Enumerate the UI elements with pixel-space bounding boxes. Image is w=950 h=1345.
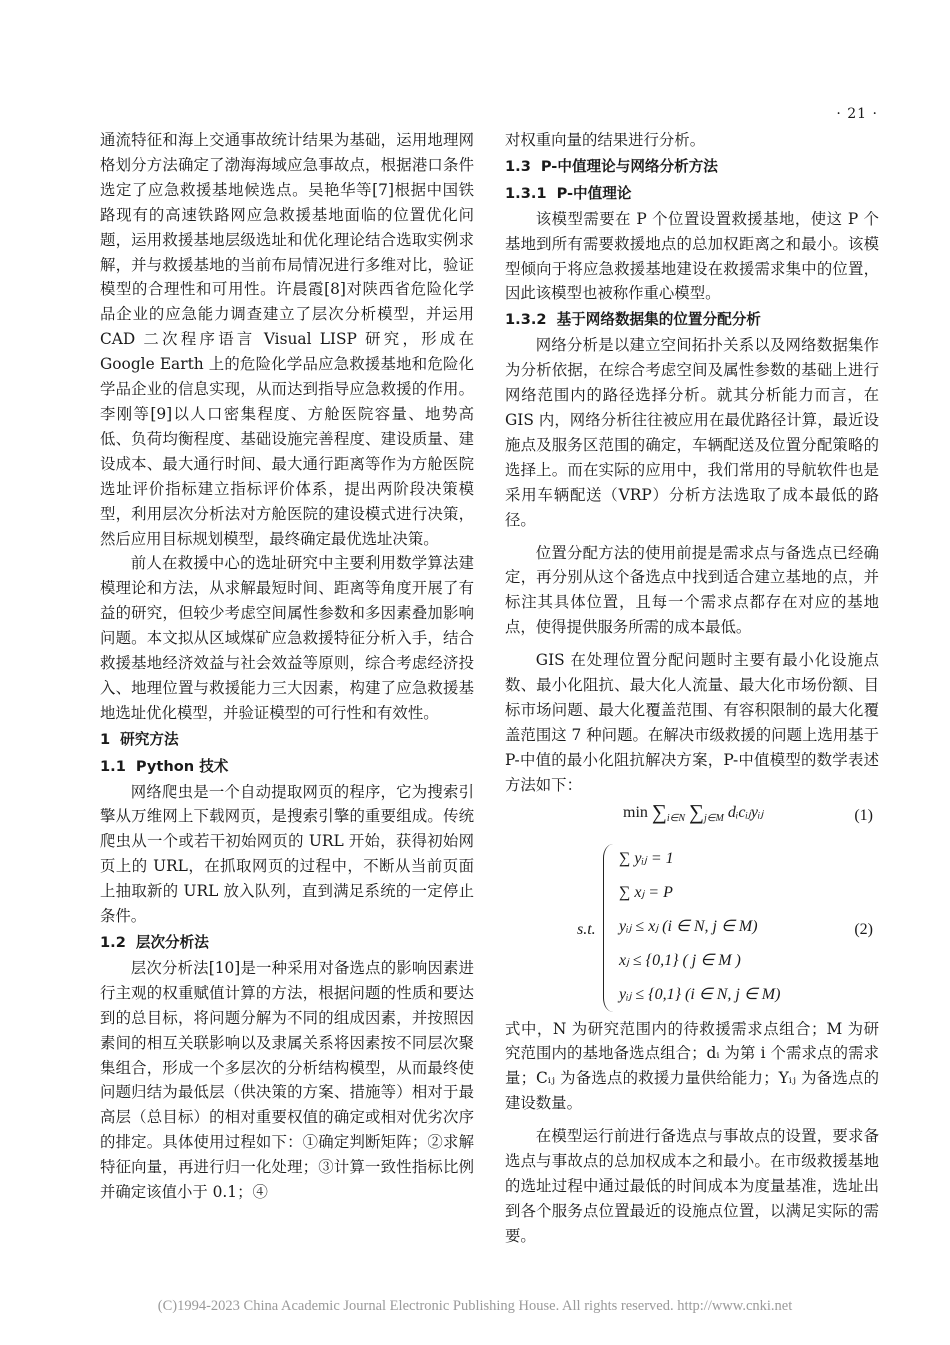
subsubsection-title: 基于网络数据集的位置分配分析: [556, 311, 761, 329]
constraint-row: yᵢⱼ ≤ {0,1} (i ∈ N, j ∈ M): [619, 985, 781, 1003]
constraint-row: ∑ yᵢⱼ = 1: [619, 849, 674, 867]
subsection-title: P-中值理论与网络分析方法: [540, 157, 718, 175]
subsubsection-heading-pmedian: [505, 182, 879, 207]
subsubsection-number: 1.3.1: [505, 184, 547, 202]
equation-1-term: dᵢcᵢⱼyᵢⱼ: [727, 803, 764, 821]
paragraph-ahp: 层次分析法[10]是一种采用对备选点的影响因素进行主观的权重赋值计算的方法，根据问题的性质和要达到的总目标，将问题分解为不同的组成因素，并按照因素间的相互关联影响以及隶属关系将因素按不同层次聚集组合，形成一个多层次的分析结构模型，从而最终使问题归结为最低层（供决策的方案、措施等）相对于最高层（总目标）的相对重要权值的确定或相对优劣次序的排定。具体使用过程如下：①确定判断矩阵；②求解特征向量，再进行归一化处理；③计算一致性指标比例并确定该值小于 0.1；④: [100, 958, 474, 1202]
subsection-heading-ahp: [100, 931, 474, 956]
equation-2-number: (2): [854, 920, 873, 938]
paragraph-model-setup: 在模型运行前进行备选点与事故点的设置，要求备选点与事故点的总加权成本之和最小。在市级救援基地的选址过程中通过最低的时间成本为度量基准，选址出到各个服务点位置最近的设施点位置，以满足实际的需要。: [505, 1127, 879, 1245]
subsection-heading-pmedian-network: [505, 155, 879, 180]
subsubsection-title: P-中值理论: [556, 184, 632, 202]
equation-1-number: (1): [854, 806, 873, 824]
equation-2: [505, 842, 879, 1017]
section-number: 1: [100, 730, 111, 748]
subsection-number: 1.2: [100, 934, 126, 951]
subsection-heading-python: [100, 755, 474, 780]
section-title: 研究方法: [120, 730, 179, 748]
constraint-row: ∑ xⱼ = P: [619, 883, 673, 901]
constraint-row: xⱼ ≤ {0,1} ( j ∈ M ): [619, 951, 741, 969]
paragraph-location-allocation: 位置分配方法的使用前提是需求点与备选点已经确定，再分别从这个备选点中找到适合建立基地的点，并标注其具体位置，且每一个需求点都存在对应的基地点，使得提供服务所需的成本最低。: [505, 543, 879, 637]
sum-index-i: i∈N: [666, 812, 686, 824]
sum-symbol: ∑: [689, 799, 705, 824]
page-number: · 21 ·: [836, 106, 878, 122]
sum-symbol: ∑: [651, 799, 667, 824]
subsubsection-heading-location-allocation: [505, 308, 879, 333]
right-column: [505, 128, 879, 1249]
constraint-row: yᵢⱼ ≤ xⱼ (i ∈ N, j ∈ M): [619, 917, 758, 935]
paragraph-gis-problems: GIS 在处理位置分配问题时主要有最小化设施点数、最小化阻抗、最大化人流量、最大化市场份额、目标市场问题、最大化覆盖范围、有容积限制的最大化覆盖范围这 7 种问题。在解决市级救援的问题上选用基于 P-中值的最小化阻抗解决方案，P-中值模型的数学表述方法如下：: [505, 651, 879, 794]
equation-1-expression: [623, 800, 763, 832]
paragraph-related-work-cont: 通流特征和海上交通事故统计结果为基础，运用地理网格划分方法确定了渤海海域应急事故点，根据港口条件选定了应急救援基地候选点。吴艳华等[7]根据中国铁路现有的高速铁路网应急救援基地面临的位置优化问题，运用救援基地层级选址和优化理论结合选取实例求解，并与救援基地的当前布局情况进行多维对比，验证模型的合理性和可用性。许晨霞[8]对陕西省危险化学品企业的应急能力调查建立了层次分析模型，并运用 CAD 二次程序语言 Visual LISP 研究，形成在 Google Earth 上的危险化学品应急救援基地和危险化学品企业的信息实现，从而达到指导应急救援的作用。李刚等[9]以人口密集程度、方舱医院容量、地势高低、负荷均衡程度、基础设施完善程度、建设质量、建设成本、最大通行时间、最大通行距离等作为方舱医院选址评价指标建立指标评价体系，提出两阶段决策模型，利用层次分析法对方舱医院的建设模式进行决策，然后应用目标规划模型，最终确定最优选址决策。: [100, 131, 474, 548]
paragraph-ahp-cont: 对权重向量的结果进行分析。: [505, 131, 706, 149]
paragraph-network-analysis: 网络分析是以建立空间拓扑关系以及网络数据集作为分析依据，在综合考虑空间及属性参数的基础上进行网络范围内的路径选择分析。就其分析能力而言，在 GIS 内，网络分析往往被应用在最优路径计算，最近设施点及服务区范围的确定，车辆配送及位置分配策略的选择上。而在实际的应用中，我们常用的导航软件也是采用车辆配送（VRP）分析方法选取了成本最低的路径。: [505, 336, 879, 529]
left-column: [100, 128, 474, 1205]
subsection-number: 1.3: [505, 157, 531, 175]
paragraph-variable-definitions: 式中，N 为研究范围内的待救援需求点组合；M 为研究范围内的基地备选点组合；dᵢ 为第 i 个需求点的需求量；Cᵢⱼ 为备选点的救援力量供给能力；Yᵢⱼ 为备选点的建设数量。: [505, 1019, 879, 1113]
section-heading-methods: [100, 728, 474, 753]
subsection-title: Python 技术: [135, 757, 229, 775]
paragraph-python: 网络爬虫是一个自动提取网页的程序，它为搜索引擎从万维网上下载网页，是搜索引擎的重要组成。传统爬虫从一个或若干初始网页的 URL 开始，获得初始网页上的 URL，在抓取网页的过程中，不断从当前页面上抽取新的 URL 放入队列，直到满足系统的一定停止条件。: [100, 782, 474, 926]
sum-index-j: j∈M: [704, 812, 724, 824]
subsubsection-number: 1.3.2: [505, 311, 547, 329]
paragraph-summary: 前人在救援中心的选址研究中主要利用数学算法建模理论和方法，从求解最短时间、距离等角度开展了有益的研究，但较少考虑空间属性参数和多因素叠加影响问题。本文拟从区域煤矿应急救援特征分析入手，结合救援基地经济效益与社会效益等原则，综合考虑经济投入、地理位置与救援能力三大因素，构建了应急救援基地选址优化模型，并验证模型的可行性和有效性。: [100, 554, 474, 722]
subsection-number: 1.1: [100, 757, 126, 775]
paragraph-pmedian: 该模型需要在 P 个位置设置救援基地，使这 P 个基地到所有需要救援地点的总加权距离之和最小。该模型倾向于将应急救援基地建设在救援需求集中的位置，因此该模型也被称作重心模型。: [505, 209, 879, 303]
copyright-footer: (C)1994-2023 China Academic Journal Electronic Publishing House. All rights reserved. http://www.cnki.net: [157, 1298, 793, 1314]
equation-1: [505, 798, 879, 842]
constraint-list: [619, 842, 780, 1012]
left-brace: [603, 844, 614, 1012]
equation-2-subject-to: s.t.: [577, 920, 596, 938]
equation-min: min: [623, 803, 648, 821]
subsection-title: 层次分析法: [135, 934, 209, 951]
